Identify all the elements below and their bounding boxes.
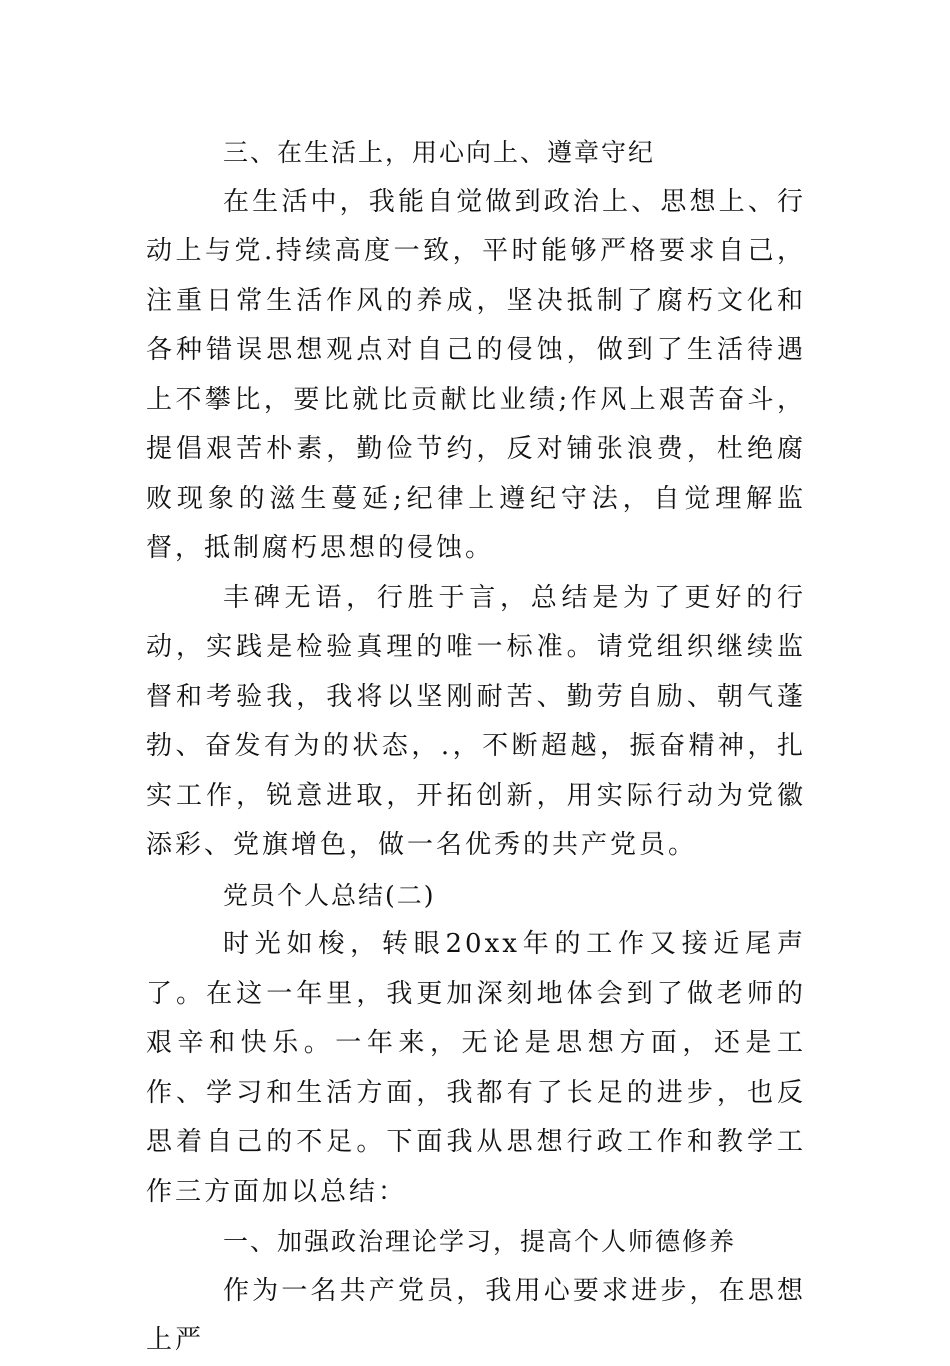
section-heading-life: 三、在生活上，用心向上、遵章守纪 — [223, 138, 656, 167]
paragraph-life-conduct: 在生活中，我能自觉做到政治上、思想上、行动上与党.持续高度一致，平时能够严格要求自己，注重日常生活作风的养成，坚决抵制了腐朽文化和各种错误思想观点对自己的侵蚀，做到了生活待遇上不攀比，要比就比贡献比业绩;作风上艰苦奋斗，提倡艰苦朴素，勤俭节约，反对铺张浪费，杜绝腐败现象的滋生蔓延;纪律上遵纪守法，自觉理解监督，抵制腐朽思想的侵蚀。 — [146, 186, 806, 563]
paragraph-party-member: 作为一名共产党员，我用心要求进步，在思想上严 — [146, 1275, 806, 1355]
document-body — [146, 128, 806, 1366]
paragraph-conclusion: 丰碑无语，行胜于言，总结是为了更好的行动，实践是检验真理的唯一标准。请党组织继续监督和考验我，我将以坚刚耐苦、勤劳自励、朝气蓬勃、奋发有为的状态，.，不断超越，振奋精神，扎实工作，锐意进取，开拓创新，用实际行动为党徽添彩、党旗增色，做一名优秀的共产党员。 — [146, 582, 806, 860]
paragraph-intro: 时光如梭，转眼20xx年的工作又接近尾声了。在这一年里，我更加深刻地体会到了做老师的艰辛和快乐。一年来，无论是思想方面，还是工作、学习和生活方面，我都有了长足的进步，也反思着自己的不足。下面我从思想行政工作和教学工作三方面加以总结： — [146, 929, 806, 1207]
document-subtitle: 党员个人总结(二) — [223, 880, 436, 910]
section-heading-political-study: 一、加强政治理论学习，提高个人师德修养 — [223, 1227, 737, 1256]
